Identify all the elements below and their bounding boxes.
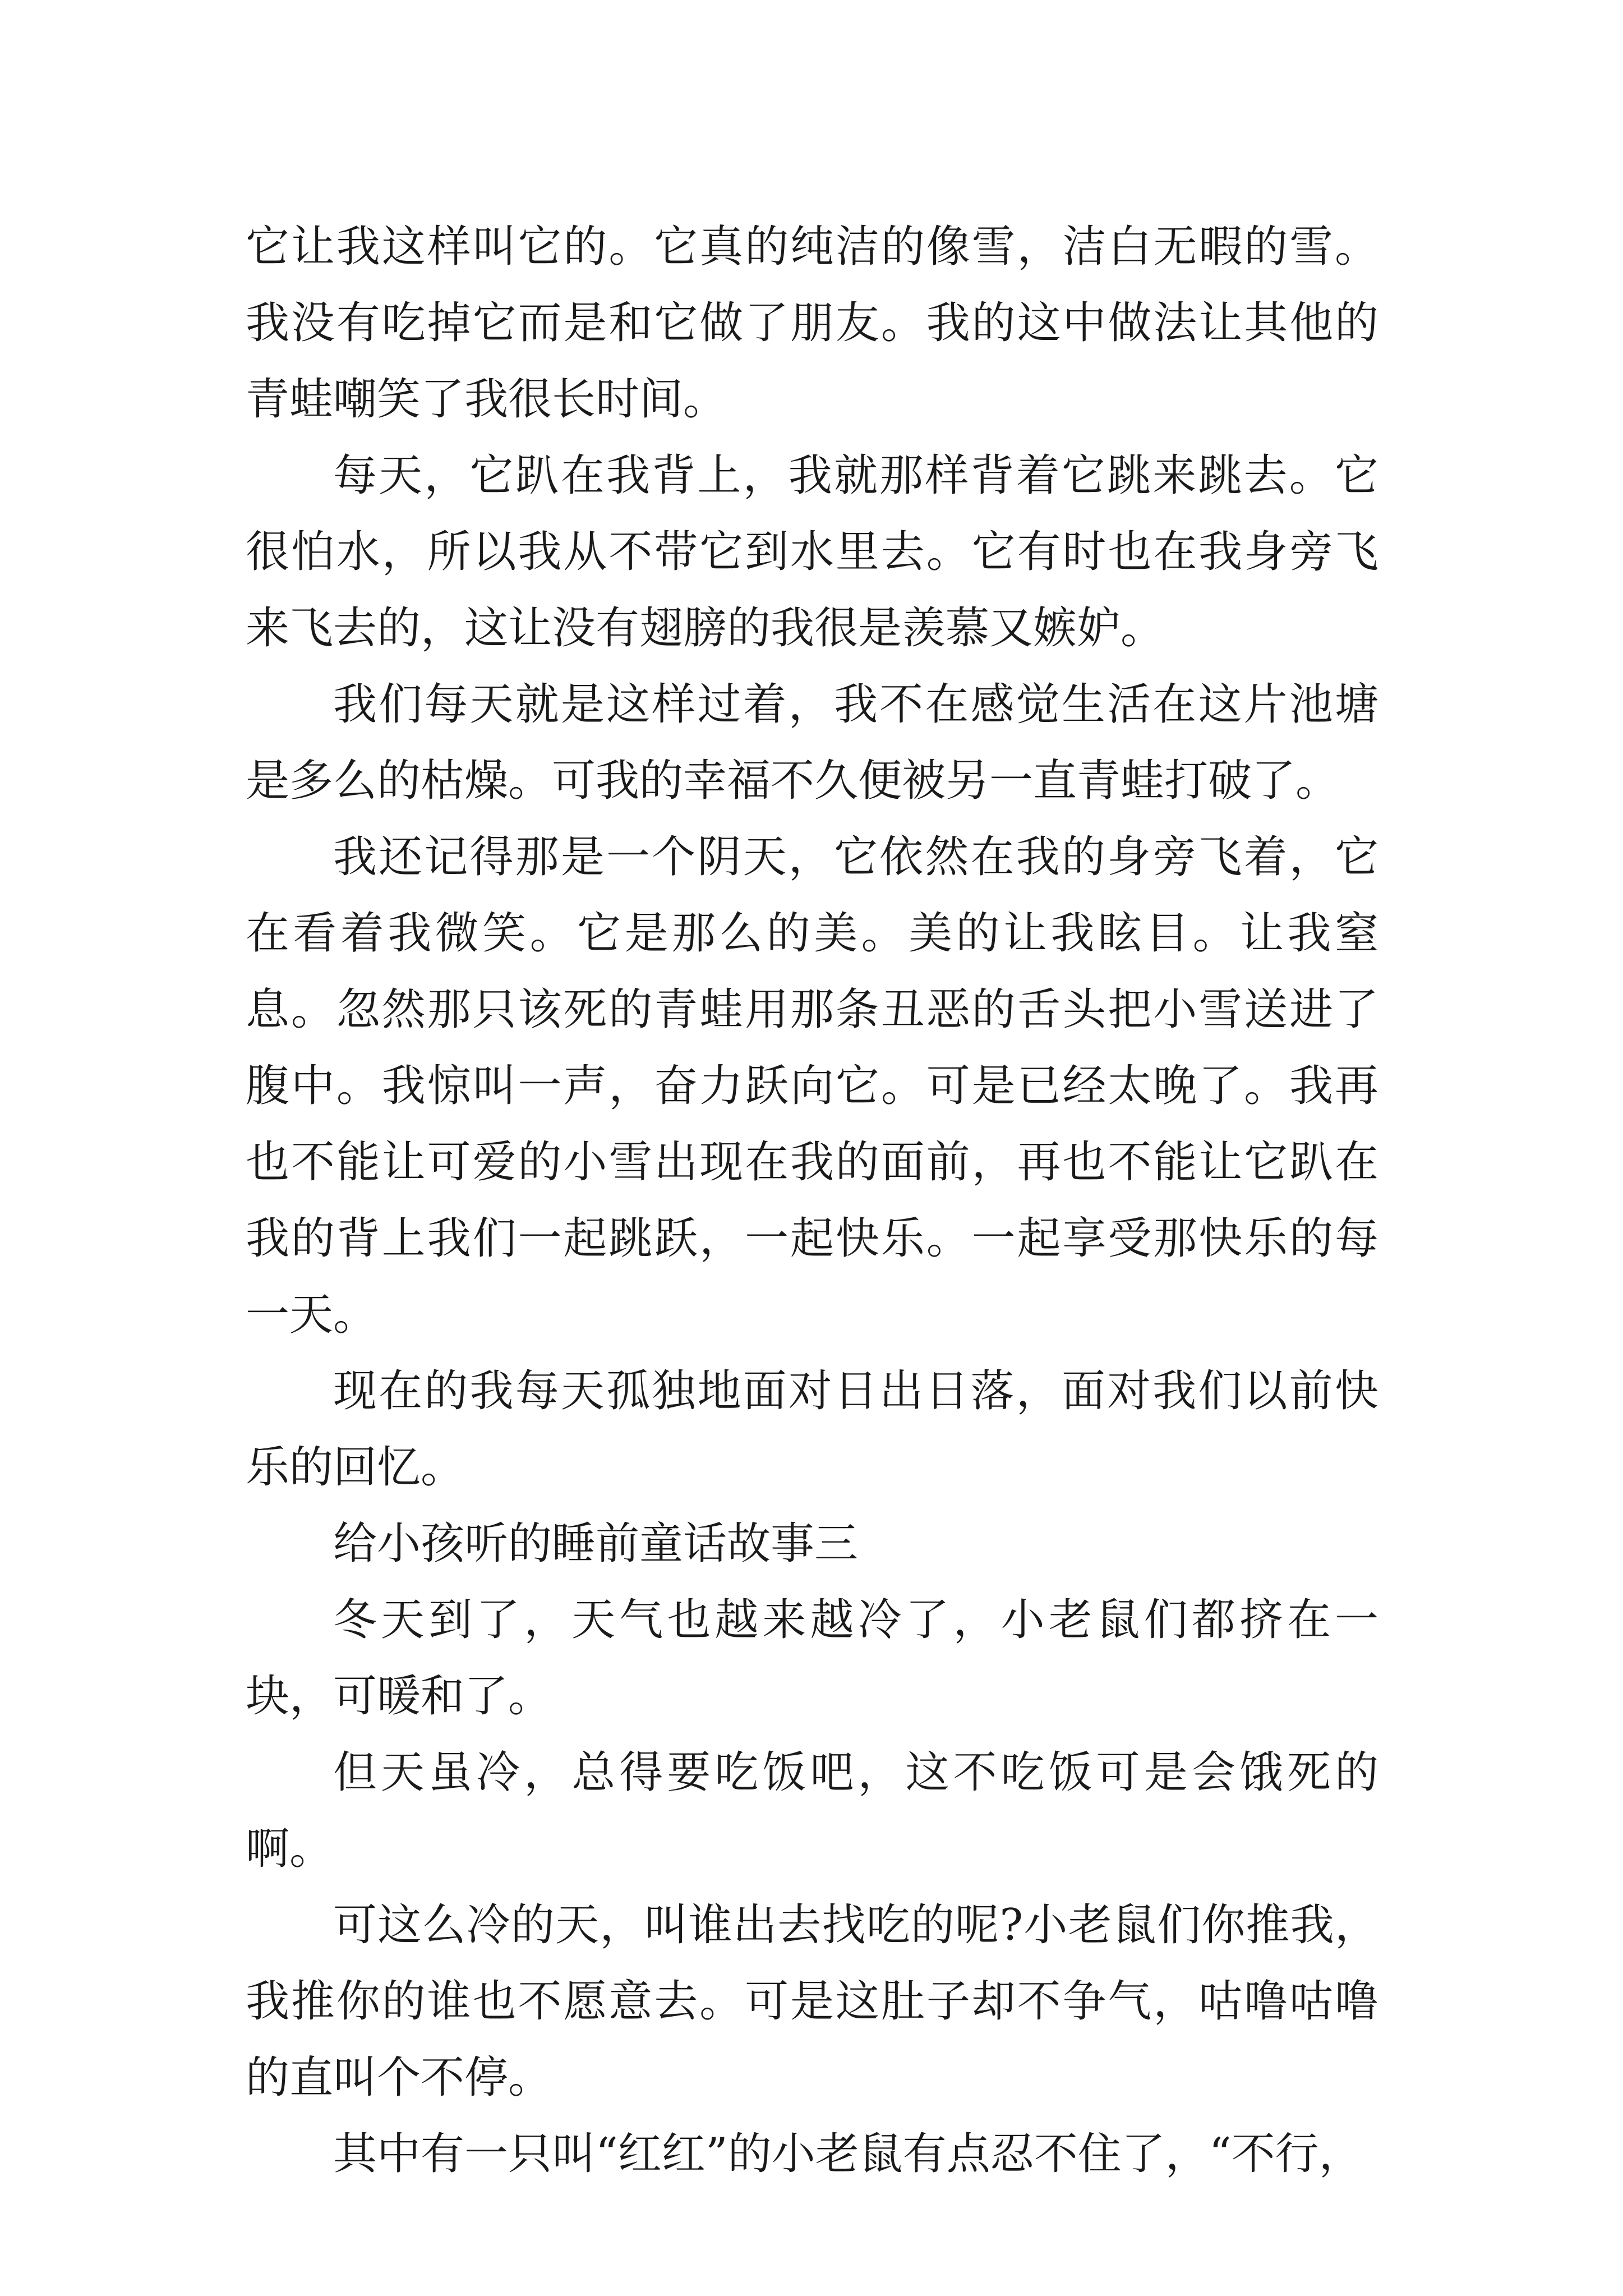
document-body: [246, 209, 1378, 2192]
story-heading: 给小孩听的睡前童话故事三: [333, 1519, 859, 1569]
paragraph-2: 每天，它趴在我背上，我就那样背着它跳来跳去。它很怕水，所以我从不带它到水里去。它有时也在我身旁飞来飞去的，这让没有翅膀的我很是羡慕又嫉妒。: [246, 450, 1378, 654]
paragraph-10: 其中有一只叫“红红”的小老鼠有点忍不住了，“不行，: [333, 2129, 1363, 2179]
paragraph-8: 但天虽冷，总得要吃饭吧，这不吃饭可是会饿死的啊。: [246, 1747, 1378, 1874]
paragraph-1: 它让我这样叫它的。它真的纯洁的像雪，洁白无暇的雪。我没有吃掉它而是和它做了朋友。我的这中做法让其他的青蛙嘲笑了我很长时间。: [246, 222, 1378, 425]
paragraph-7: 冬天到了，天气也越来越冷了，小老鼠们都挤在一块，可暖和了。: [246, 1595, 1378, 1722]
paragraph-5: 现在的我每天孤独地面对日出日落，面对我们以前快乐的回忆。: [246, 1366, 1378, 1493]
paragraph-4: 我还记得那是一个阴天，它依然在我的身旁飞着，它在看着我微笑。它是那么的美。美的让我眩目。让我窒息。忽然那只该死的青蛙用那条丑恶的舌头把小雪送进了腹中。我惊叫一声，奋力跃向它。可是已经太晚了。我再也不能让可爱的小雪出现在我的面前，再也不能让它趴在我的背上我们一起跳跃，一起快乐。一起享受那快乐的每一天。: [246, 832, 1378, 1340]
paragraph-3: 我们每天就是这样过着，我不在感觉生活在这片池塘是多么的枯燥。可我的幸福不久便被另一直青蛙打破了。: [246, 679, 1378, 806]
paragraph-9: 可这么冷的天，叫谁出去找吃的呢?小老鼠们你推我，我推你的谁也不愿意去。可是这肚子却不争气，咕噜咕噜的直叫个不停。: [246, 1900, 1378, 2103]
